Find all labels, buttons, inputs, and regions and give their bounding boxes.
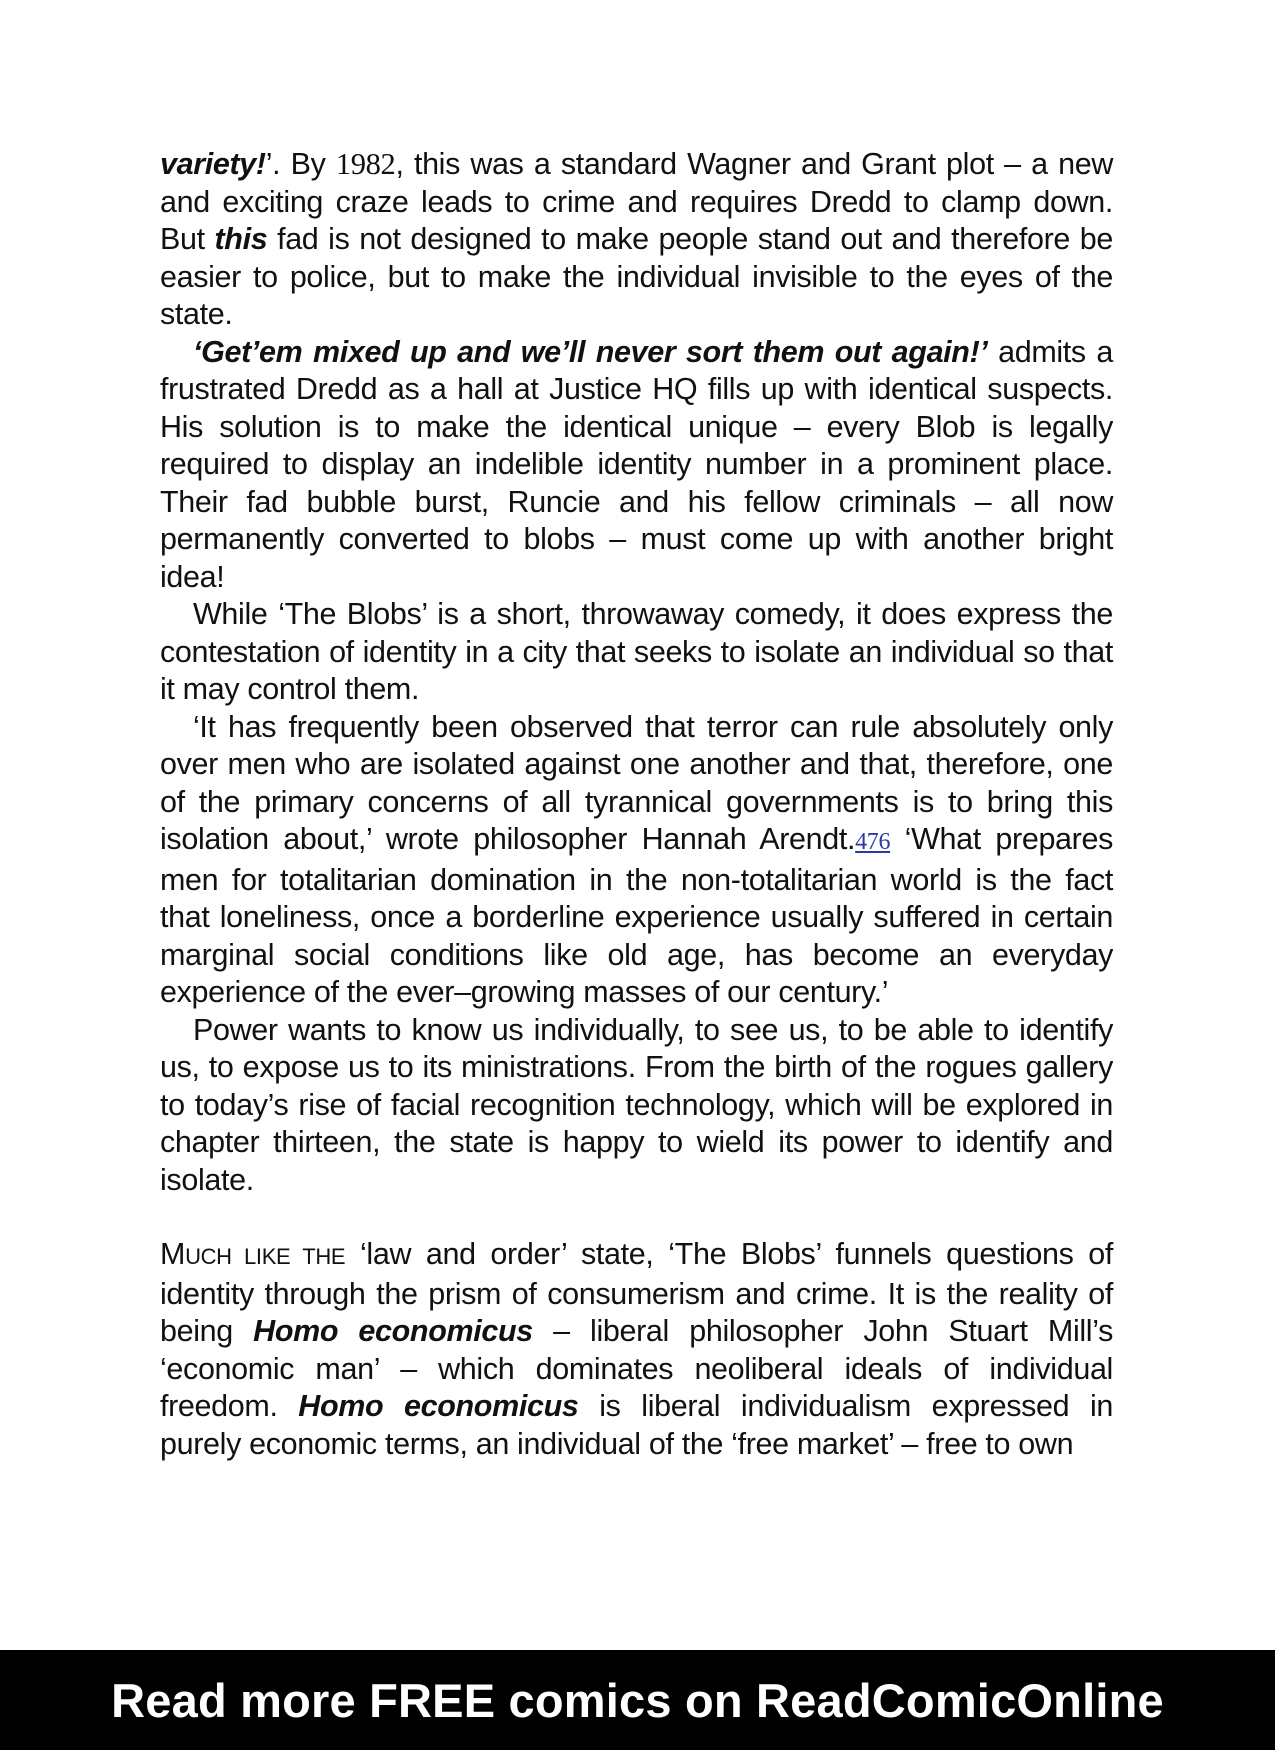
- small-caps-lead: M: [160, 1237, 186, 1271]
- banner-text: Read more FREE comics on ReadComicOnline: [111, 1673, 1164, 1727]
- paragraph: While ‘The Blobs’ is a short, throwaway comedy, it does express the contestation of identity in a city that seeks to isolate an individual so that it may control them.: [160, 597, 1113, 706]
- paragraph: ‘It has frequently been observed that terror can rule absolutely only over men who are isolated against one another and that, therefore, one of the primary concerns of all tyrannical governments is to bring this isolation about,’ wrote philosopher Hannah Arendt.476 ‘What prepares men for totalitarian domination in the non-totalitarian world is the fact that loneliness, once a borderline experience usually suffered in certain marginal social conditions like old age, has become an everyday experience of the ever–growing masses of our century.’: [160, 709, 1113, 1009]
- paragraph: ‘Get’em mixed up and we’ll never sort them out again!’ admits a frustrated Dredd as a hall at Justice HQ fills up with identical suspects. His solution is to make the identical unique – every Blob is legally required to display an indelible identity number in a prominent place. Their fad bubble burst, Runcie and his fellow criminals – all now permanently converted to blobs – must come up with another bright idea!: [160, 334, 1114, 594]
- year: 1982: [335, 147, 396, 181]
- quote-emphasis: ‘Get’em mixed up and we’ll never sort them out again!’: [193, 334, 988, 369]
- section-paragraph: MUCH LIKE THE ‘law and order’ state, ‘The Blobs’ funnels questions of identity through the prism of consumerism and crime. It is the reality of being Homo economicus – liberal philosopher John Stuart Mill’s ‘economic man’ – which dominates neoliberal ideals of individual freedom. Homo economicus is liberal individualism expressed in purely economic terms, an individual of the ‘free market’ – free to own: [160, 1237, 1114, 1461]
- paragraph: Power wants to know us individually, to see us, to be able to identify us, to expose us to its ministrations. From the birth of the rogues gallery to today’s rise of facial recognition technology, which will be explored in chapter thirteen, the state is happy to wield its power to identify and isolate.: [160, 1012, 1113, 1197]
- emphasis: Homo economicus: [298, 1389, 579, 1423]
- emphasis: variety!: [160, 147, 266, 181]
- paragraph: variety!’. By 1982, this was a standard Wagner and Grant plot – a new and exciting craze leads to crime and requires Dredd to clamp down. But this fad is not designed to make people stand out and therefore be easier to police, but to make the individual invisible to the eyes of the state.: [160, 147, 1113, 331]
- small-caps-lead: UCH LIKE THE: [185, 1244, 346, 1269]
- emphasis: this: [214, 222, 268, 256]
- promo-banner[interactable]: [0, 1650, 1275, 1750]
- emphasis: Homo economicus: [253, 1314, 533, 1348]
- footnote-link[interactable]: 476: [855, 829, 891, 855]
- page-body: [160, 146, 1113, 1463]
